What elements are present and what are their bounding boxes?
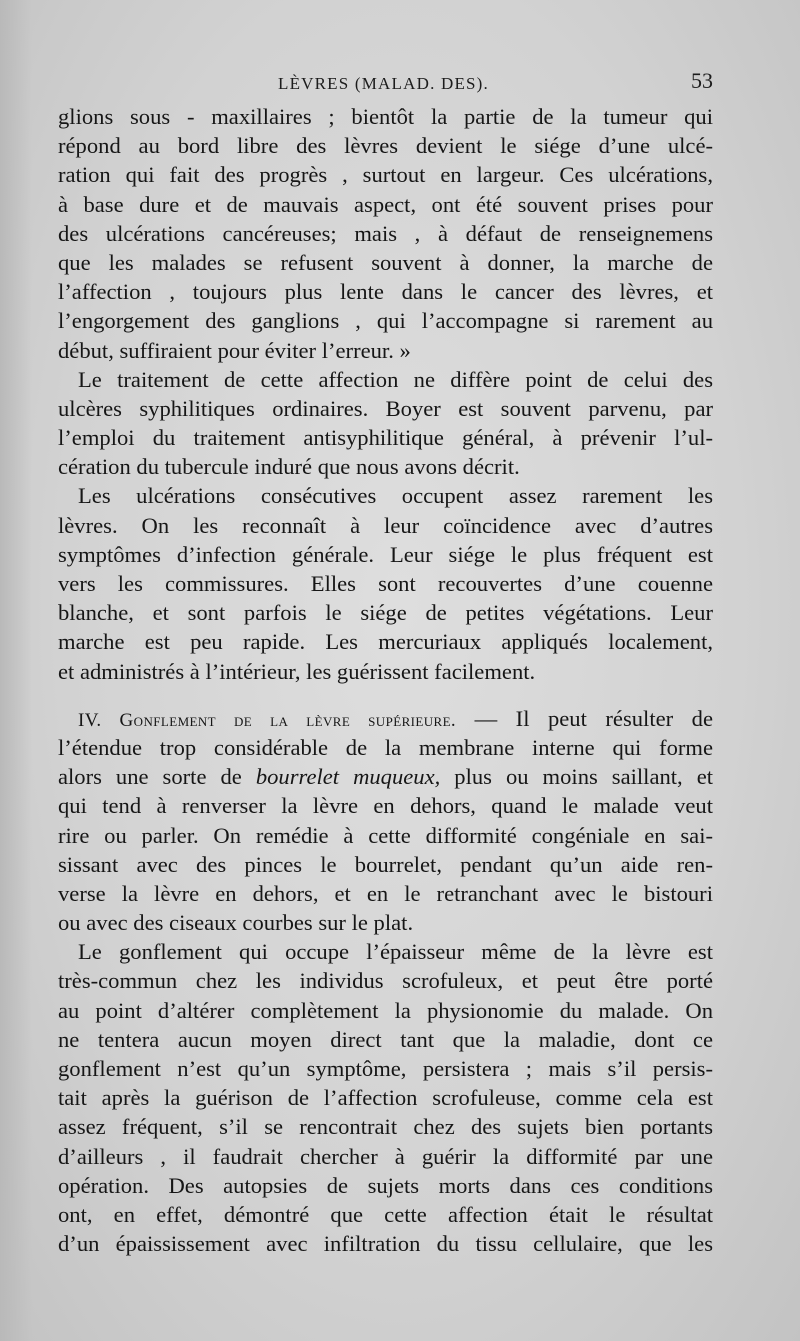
text-line: l’affection , toujours plus lente dans le cancer des lèvres, et bbox=[58, 279, 713, 305]
text-line: glions sous - maxillaires ; bientôt la partie de la tumeur qui bbox=[58, 104, 713, 129]
text-line: Le traitement de cette affection ne diffère point de celui des bbox=[78, 366, 713, 392]
text-line: à base dure et de mauvais aspect, ont été souvent prises pour bbox=[58, 191, 713, 217]
paragraph bbox=[58, 704, 713, 938]
text-line: l’engorgement des ganglions , qui l’accompagne si rarement au bbox=[58, 308, 713, 334]
text-line: sissant avec des pinces le bourrelet, pendant qu’un aide ren- bbox=[58, 851, 713, 877]
section-spacer bbox=[58, 686, 713, 704]
text-line: vers les commissures. Elles sont recouvertes d’une couenne bbox=[58, 571, 713, 596]
text-line: Le gonflement qui occupe l’épaisseur même de la lèvre est bbox=[78, 939, 713, 965]
text-line: gonflement n’est qu’un symptôme, persistera ; mais s’il persis- bbox=[58, 1056, 713, 1081]
paragraph bbox=[58, 481, 713, 685]
text-line: d’un épaississement avec infiltration du tissu cellulaire, que les bbox=[58, 1231, 713, 1257]
body-text bbox=[58, 102, 713, 1258]
page-number: 53 bbox=[691, 68, 713, 93]
text-line: des ulcérations cancéreuses; mais , à défaut de renseignemens bbox=[58, 220, 713, 246]
italic-term: bourrelet muqueux, bbox=[255, 764, 441, 790]
page-gutter-shadow bbox=[0, 0, 32, 1341]
text-run: plus ou moins saillant, et bbox=[440, 764, 714, 790]
text-run: — Il peut résulter de bbox=[456, 705, 713, 731]
text-line: ulcères syphilitiques ordinaires. Boyer est souvent parvenu, par bbox=[58, 395, 713, 421]
section-heading: IV. Gonflement de la lèvre supérieure. bbox=[78, 709, 457, 731]
text-line: verse la lèvre en dehors, et en le retranchant avec le bistouri bbox=[58, 880, 713, 906]
text-line: l’emploi du traitement antisyphilitique général, à prévenir l’ul- bbox=[58, 425, 713, 451]
paragraph bbox=[58, 102, 713, 365]
page-header bbox=[58, 68, 713, 102]
paragraph bbox=[58, 365, 713, 482]
text-line: cération du tubercule induré que nous avons décrit. bbox=[58, 454, 520, 480]
text-line: assez fréquent, s’il se rencontrait chez des sujets bien portants bbox=[58, 1114, 713, 1140]
text-line: lèvres. On les reconnaît à leur coïncidence avec d’autres bbox=[58, 512, 713, 538]
text-line: et administrés à l’intérieur, les guérissent facilement. bbox=[58, 658, 536, 684]
text-line: d’ailleurs , il faudrait chercher à guérir la difformité par une bbox=[58, 1143, 713, 1169]
text-line: au point d’altérer complètement la physionomie du malade. On bbox=[58, 997, 713, 1023]
text-line: blanche, et sont parfois le siége de petites végétations. Leur bbox=[58, 600, 713, 626]
text-line: marche est peu rapide. Les mercuriaux appliqués localement, bbox=[58, 629, 713, 655]
text-line: répond au bord libre des lèvres devient le siége d’une ulcé- bbox=[58, 133, 713, 159]
text-line bbox=[58, 704, 713, 733]
text-line: début, suffiraient pour éviter l’erreur. » bbox=[58, 337, 411, 363]
text-line: opération. Des autopsies de sujets morts dans ces conditions bbox=[58, 1172, 713, 1198]
text-line: ou avec des ciseaux courbes sur le plat. bbox=[58, 910, 414, 936]
text-run: alors une sorte de bbox=[58, 764, 256, 790]
text-line: ont, en effet, démontré que cette affection était le résultat bbox=[58, 1201, 713, 1227]
text-line bbox=[58, 762, 713, 791]
text-line: symptômes d’infection générale. Leur siége le plus fréquent est bbox=[58, 541, 713, 567]
text-line: l’étendue trop considérable de la membrane interne qui forme bbox=[58, 734, 713, 760]
text-line: tait après la guérison de l’affection scrofuleuse, comme cela est bbox=[58, 1085, 713, 1111]
text-line: très-commun chez les individus scrofuleux, et peut être porté bbox=[58, 968, 713, 994]
text-line: Les ulcérations consécutives occupent assez rarement les bbox=[78, 483, 713, 509]
text-line: que les malades se refusent souvent à donner, la marche de bbox=[58, 249, 713, 275]
text-line: qui tend à renverser la lèvre en dehors, quand le malade veut bbox=[58, 793, 713, 819]
text-line: ne tentera aucun moyen direct tant que la maladie, dont ce bbox=[58, 1026, 713, 1052]
text-line: ration qui fait des progrès , surtout en largeur. Ces ulcérations, bbox=[58, 162, 713, 188]
text-line: rire ou parler. On remédie à cette difformité congéniale en sai- bbox=[58, 822, 713, 848]
running-head: LÈVRES (MALAD. DES). bbox=[278, 74, 489, 93]
paragraph bbox=[58, 937, 713, 1258]
